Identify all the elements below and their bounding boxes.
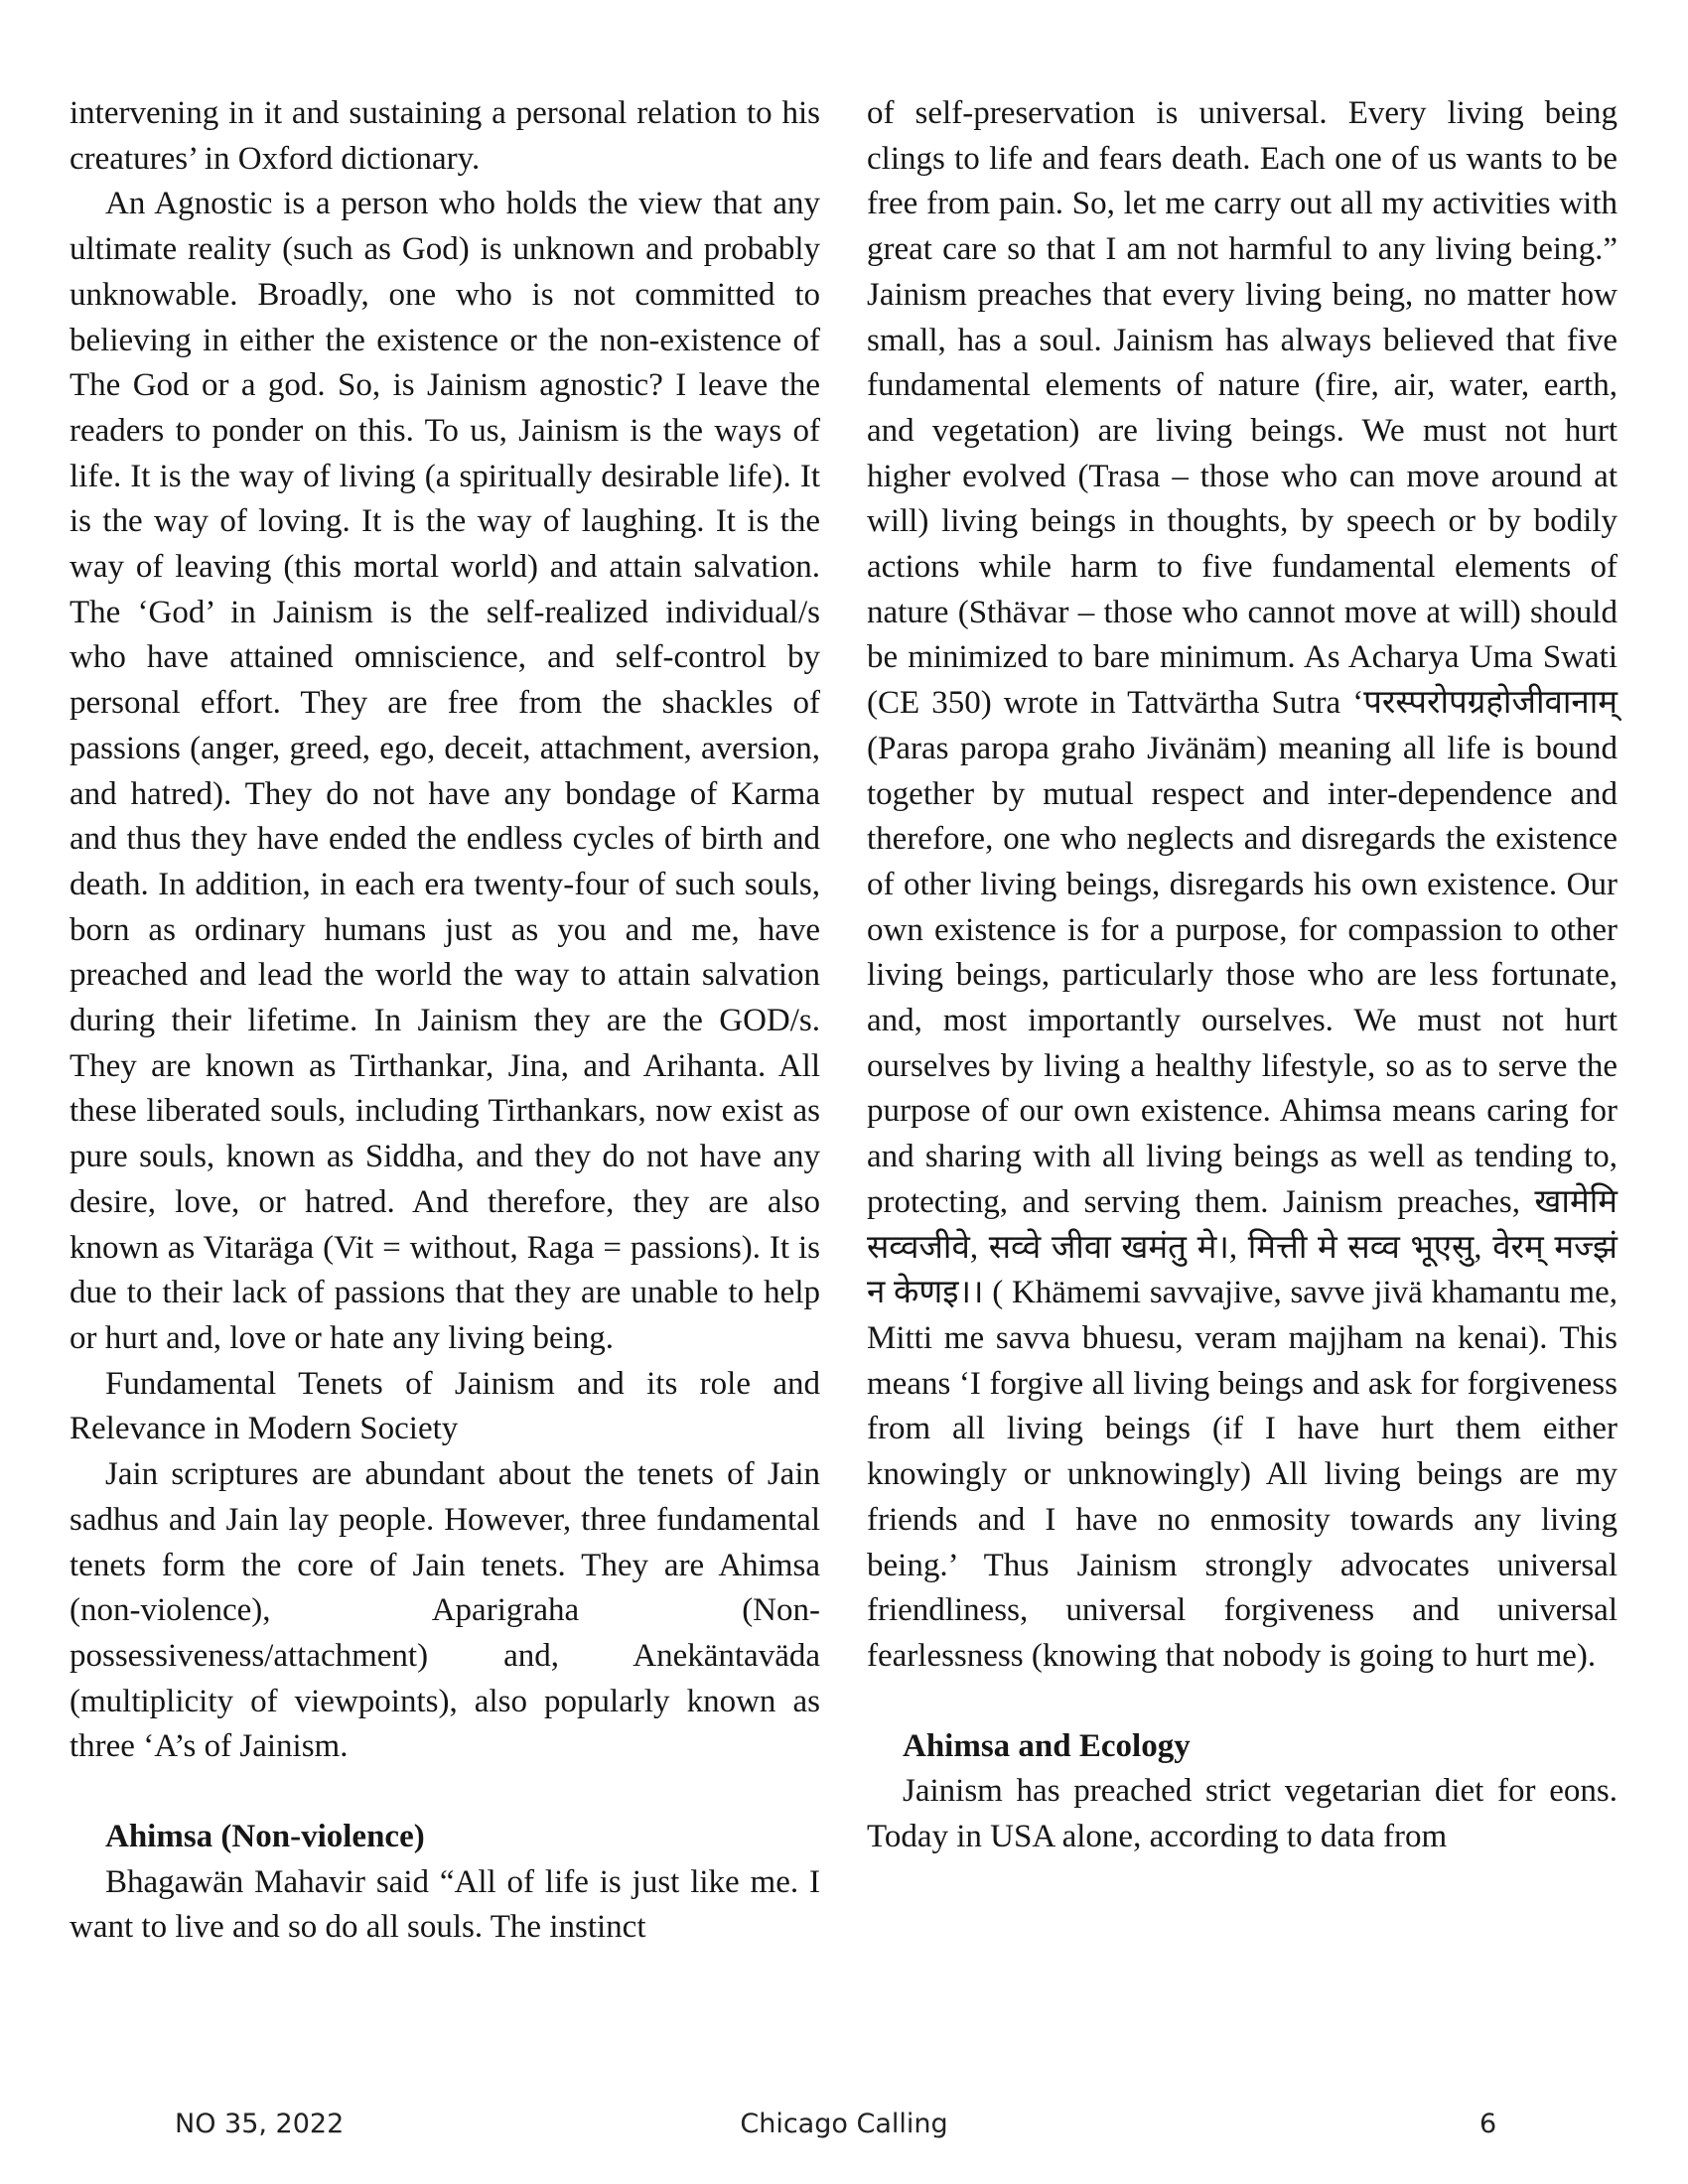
section-heading-ahimsa: Ahimsa (Non-violence) — [105, 1819, 425, 1855]
left-paragraph-1: intervening in it and sustaining a personal relation to his creatures’ in Oxford dictionary. — [70, 95, 820, 177]
footer-issue: NO 35, 2022 — [175, 2109, 345, 2139]
right-paragraph-1: of self-preservation is universal. Every living being clings to life and fears death. Each one of us wants to be free from pain. So, let me carry out all my activities with great care so that I am not harmful to any living being.” Jainism preaches that every living being, no matter how small, has a soul. Jainism has always believed that five fundamental elements of nature (fire, air, water, earth, and vegetation) are living beings. We must not hurt higher evolved (Trasa – those who can move around at will) living beings in thoughts, by speech or by bodily actions while harm to five fundamental elements of nature (Sthävar – those who cannot move at will) should be minimized to bare minimum. As Acharya Uma Swati (CE 350) wrote in Tattvärtha Sutra ‘परस्परोपग्रहोजीवानाम् (Paras paropa graho Jivänäm) meaning all life is bound together by mutual respect and inter-dependence and therefore, one who neglects and disregards the existence of other living beings, disregards his own existence. Our own existence is for a purpose, for compassion to other living beings, particularly those who are less fortunate, and, most importantly ourselves. We must not hurt ourselves by living a healthy lifestyle, so as to serve the purpose of our own existence. Ahimsa means caring for and sharing with all living beings as well as tending to, protecting, and serving them. Jainism preaches, खामेमि सव्वजीवे, सव्वे जीवा खमंतु मे।, मित्ती मे सव्व भूएसु, वेरम् मज्झं न केणइ।। ( Khämemi savvajive, savve jivä khamantu me, Mitti me savva bhuesu, veram majjham na kenai). This means ‘I forgive all living beings and ask for forgiveness from all living beings (if I have hurt them either knowingly or unknowingly) All living beings are my friends and I have no enmosity towards any living being.’ Thus Jainism strongly advocates universal friendliness, universal forgiveness and universal fearlessness (knowing that nobody is going to hurt me). — [867, 95, 1618, 1674]
footer-publication: Chicago Calling — [740, 2109, 948, 2139]
left-paragraph-tenets-title: Fundamental Tenets of Jainism and its role and Relevance in Modern Society — [70, 1365, 820, 1447]
right-paragraph-ecology: Jainism has preached strict vegetarian diet for eons. Today in USA alone, according to data from — [867, 1773, 1618, 1855]
left-column — [70, 91, 820, 1951]
section-heading-ecology: Ahimsa and Ecology — [903, 1727, 1191, 1764]
left-paragraph-agnostic: An Agnostic is a person who holds the view that any ultimate reality (such as God) is unknown and probably unknowable. Broadly, one who is not committed to believing in either the existence or the non-existence of The God or a god. So, is Jainism agnostic? I leave the readers to ponder on this. To us, Jainism is the ways of life. It is the way of living (a spiritually desirable life). It is the way of loving. It is the way of laughing. It is the way of leaving (this mortal world) and attain salvation. The ‘God’ in Jainism is the self-realized individual/s who have attained omniscience, and self-control by personal effort. They are free from the shackles of passions (anger, greed, ego, deceit, attachment, aversion, and hatred). They do not have any bondage of Karma and thus they have ended the endless cycles of birth and death. In addition, in each era twenty-four of such souls, born as ordinary humans just as you and me, have preached and lead the world the way to attain salvation during their lifetime. In Jainism they are the GOD/s. They are known as Tirthankar, Jina, and Arihanta. All these liberated souls, including Tirthankars, now exist as pure souls, known as Siddha, and they do not have any desire, love, or hatred. And therefore, they are also known as Vitaräga (Vit = without, Raga = passions). It is due to their lack of passions that they are unable to help or hurt and, love or hate any living being. — [70, 186, 820, 1356]
right-column — [867, 91, 1618, 1860]
left-paragraph-tenets: Jain scriptures are abundant about the tenets of Jain sadhus and Jain lay people. However, three fundamental tenets form the core of Jain tenets. They are Ahimsa (non-violence), Aparigraha (Non-possessiveness/attachment) and, Anekäntaväda (multiplicity of viewpoints), also popularly known as three ‘A’s of Jainism. — [70, 1456, 820, 1765]
left-paragraph-mahavir: Bhagawän Mahavir said “All of life is just like me. I want to live and so do all souls. The instinct — [70, 1863, 820, 1946]
footer-page-number: 6 — [1479, 2109, 1497, 2139]
